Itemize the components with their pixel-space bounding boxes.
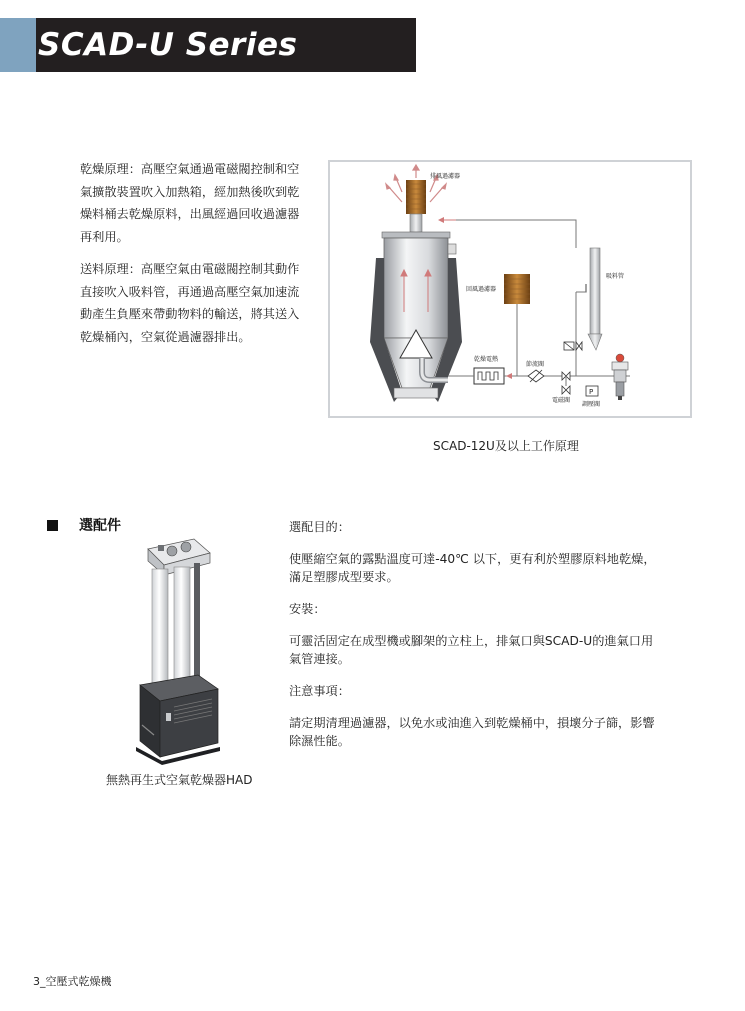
heater-coil: [474, 368, 504, 384]
label-suction-pipe: 吸料管: [606, 273, 625, 280]
had-dryer-image: [128, 535, 228, 765]
label-return-filter: 回風過濾器: [466, 286, 497, 293]
notes-label: 注意事項：: [289, 684, 350, 698]
header-accent-block: [0, 18, 36, 72]
feeding-principle-paragraph: 送料原理：高壓空氣由電磁閥控制其動作直接吹入吸料管，再通過高壓空氣加速流動產生負壓來帶動物料的輸送，將其送入乾燥桶內，空氣從過濾器排出。: [80, 262, 300, 344]
label-heater: 乾燥電熱: [474, 356, 499, 363]
suction-pipe: [590, 248, 600, 334]
had-dryer-illustration: [128, 535, 228, 765]
had-dryer-caption: 無熱再生式空氣乾燥器HAD: [106, 773, 253, 787]
label-regulator: 調壓閥: [582, 401, 601, 408]
drying-principle-paragraph: 乾燥原理：高壓空氣通過電磁閥控制和空氣擴散裝置吹入加熱箱，經加熱後吹到乾燥料桶去乾燥原料，出風經過回收過濾器再利用。: [80, 162, 300, 244]
options-heading: 選配件: [79, 518, 121, 534]
section-bullet-square: [47, 520, 58, 531]
label-exhaust-filter: 排風過濾器: [430, 173, 461, 180]
page-footer: 3_空壓式乾燥機: [33, 975, 112, 988]
options-description: [289, 518, 664, 764]
purpose-label: 選配目的：: [289, 520, 350, 534]
diagram-svg: [330, 162, 690, 416]
regulator-unit: [612, 362, 628, 370]
intro-text: [80, 158, 308, 358]
label-throttle: 節流閥: [526, 361, 545, 368]
label-gauge: P: [589, 388, 594, 396]
install-label: 安裝：: [289, 602, 326, 616]
notes-text: 請定期清理過濾器，以免水或油進入到乾燥桶中，損壞分子篩，影響除濕性能。: [289, 716, 655, 748]
install-text: 可靈活固定在成型機或腳架的立柱上，排氣口與SCAD-U的進氣口用氣管連接。: [289, 634, 654, 666]
purpose-text: 使壓縮空氣的露點溫度可達-40℃ 以下，更有利於塑膠原料地乾燥，滿足塑膠成型要求。: [289, 552, 656, 584]
page-title: SCAD-U Series: [38, 27, 298, 63]
hopper-body: [384, 238, 448, 338]
diagram-caption: SCAD-12U及以上工作原理: [433, 439, 579, 453]
label-solenoid: 電磁閥: [552, 397, 571, 404]
working-principle-diagram: [328, 160, 692, 418]
